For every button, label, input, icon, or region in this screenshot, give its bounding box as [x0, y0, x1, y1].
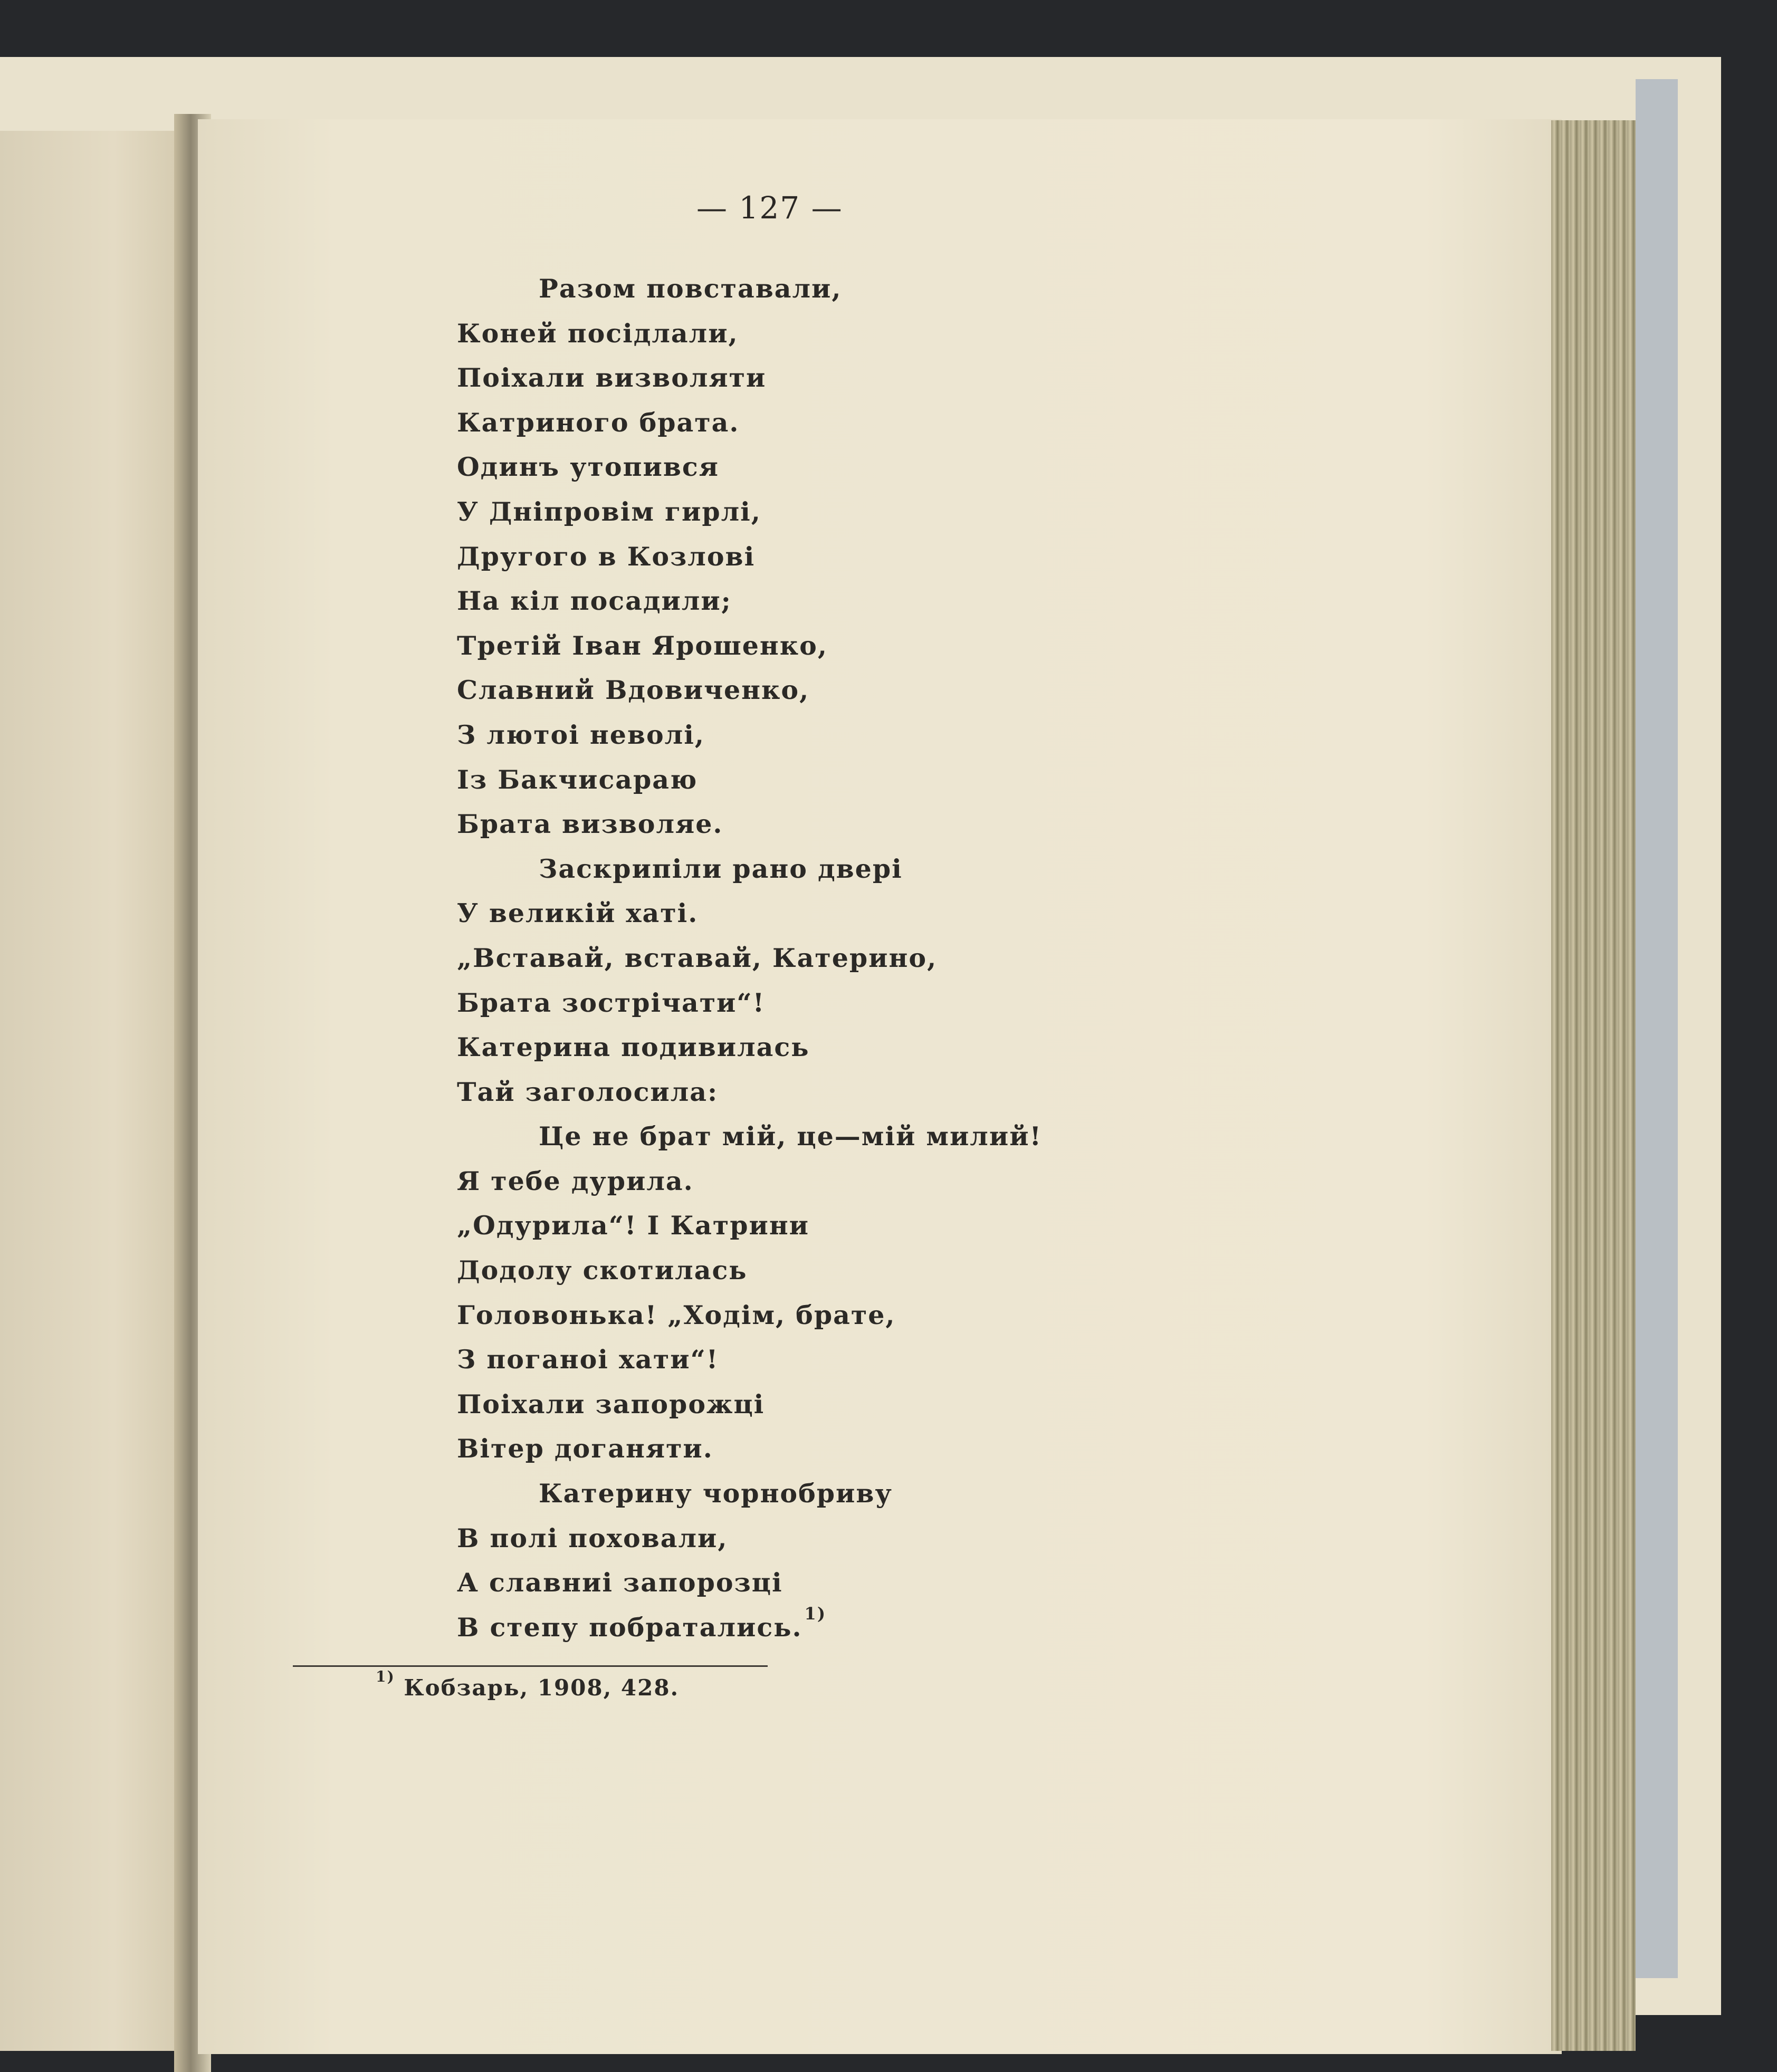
- poem-line: [457, 1159, 1042, 1204]
- poem-line: [457, 891, 1042, 936]
- page-number: — 127 —: [696, 190, 843, 226]
- poem-line: [457, 668, 1042, 713]
- poem-line-text: Додолу скотилась: [457, 1255, 748, 1286]
- left-page: [0, 131, 190, 2051]
- footnote-reference: 1): [804, 1603, 826, 1624]
- poem: [457, 266, 1042, 1649]
- poem-line-text: Поіхали визволяти: [457, 362, 767, 394]
- poem-line-text: Катерину чорнобриву: [539, 1478, 893, 1509]
- poem-line-text: З поганоі хати“!: [457, 1344, 719, 1375]
- poem-line-text: Одинъ утопився: [457, 452, 719, 483]
- poem-line: [457, 445, 1042, 490]
- poem-line: [457, 1293, 1042, 1338]
- poem-line: [457, 1114, 1042, 1159]
- poem-line-text: Я тебе дурила.: [457, 1165, 694, 1196]
- poem-line-text: Коней посідлали,: [457, 318, 739, 349]
- poem-line: [457, 490, 1042, 534]
- poem-line: [457, 1337, 1042, 1382]
- poem-line: [457, 311, 1042, 356]
- poem-line-text: У великій хаті.: [457, 898, 699, 929]
- poem-line: [457, 1070, 1042, 1115]
- poem-line: [457, 266, 1042, 311]
- book-cover-edge: [1636, 79, 1678, 1978]
- poem-line: [457, 757, 1042, 802]
- poem-line-text: Катерина подивилась: [457, 1032, 810, 1063]
- poem-line: [457, 981, 1042, 1025]
- poem-line: [457, 356, 1042, 400]
- footnote-rule: [293, 1665, 768, 1667]
- footnote-text: Кобзарь, 1908, 428.: [404, 1675, 680, 1701]
- footnote-mark: 1): [376, 1668, 395, 1685]
- poem-line: [457, 936, 1042, 981]
- poem-line-text: У Дніпровім гирлі,: [457, 496, 761, 527]
- poem-line: [457, 1560, 1042, 1605]
- poem-line-text: Другого в Козлові: [457, 541, 756, 572]
- poem-line-text: Вітер доганяти.: [457, 1433, 713, 1464]
- poem-line: [457, 1426, 1042, 1471]
- poem-line-text: На кіл посадили;: [457, 586, 732, 617]
- poem-line: [457, 579, 1042, 623]
- poem-line: [457, 1605, 1042, 1650]
- poem-line: [457, 1248, 1042, 1293]
- poem-line-text: Разом повставали,: [539, 273, 842, 304]
- poem-line-text: Головонька! „Ходім, брате,: [457, 1299, 896, 1330]
- poem-line-text: Тай заголосила:: [457, 1076, 719, 1107]
- poem-line: [457, 802, 1042, 847]
- poem-line: [457, 847, 1042, 891]
- poem-line-text: З лютоі неволі,: [457, 719, 705, 750]
- poem-line-text: „Одурила“! І Катрини: [457, 1210, 810, 1241]
- poem-line-text: Поіхали запорожці: [457, 1388, 765, 1419]
- poem-line: [457, 400, 1042, 445]
- poem-line-text: В полі поховали,: [457, 1522, 728, 1553]
- poem-line-text: Третій Іван Ярошенко,: [457, 630, 828, 661]
- poem-line: [457, 713, 1042, 757]
- poem-line: [457, 1025, 1042, 1070]
- poem-line: [457, 1471, 1042, 1516]
- poem-line-text: Брата визволяе.: [457, 809, 723, 840]
- poem-line: [457, 534, 1042, 579]
- poem-line-text: Катриного брата.: [457, 407, 740, 438]
- footnote: [376, 1670, 679, 1706]
- poem-line-text: Із Бакчисараю: [457, 764, 698, 795]
- page-edges: [1551, 120, 1636, 2051]
- poem-line: [457, 1516, 1042, 1561]
- poem-line-text: Це не брат мій, це—мій милий!: [539, 1121, 1043, 1152]
- poem-line-text: А славниі запорозці: [457, 1567, 783, 1598]
- poem-line-text: В степу побратались.: [457, 1611, 802, 1643]
- poem-line: [457, 1203, 1042, 1248]
- poem-line-text: Заскрипіли рано двері: [539, 853, 903, 884]
- poem-line-text: „Вставай, вставай, Катерино,: [457, 942, 938, 973]
- poem-line-text: Славний Вдовиченко,: [457, 675, 810, 706]
- poem-line: [457, 623, 1042, 668]
- poem-line: [457, 1382, 1042, 1427]
- poem-line-text: Брата зострічати“!: [457, 987, 766, 1018]
